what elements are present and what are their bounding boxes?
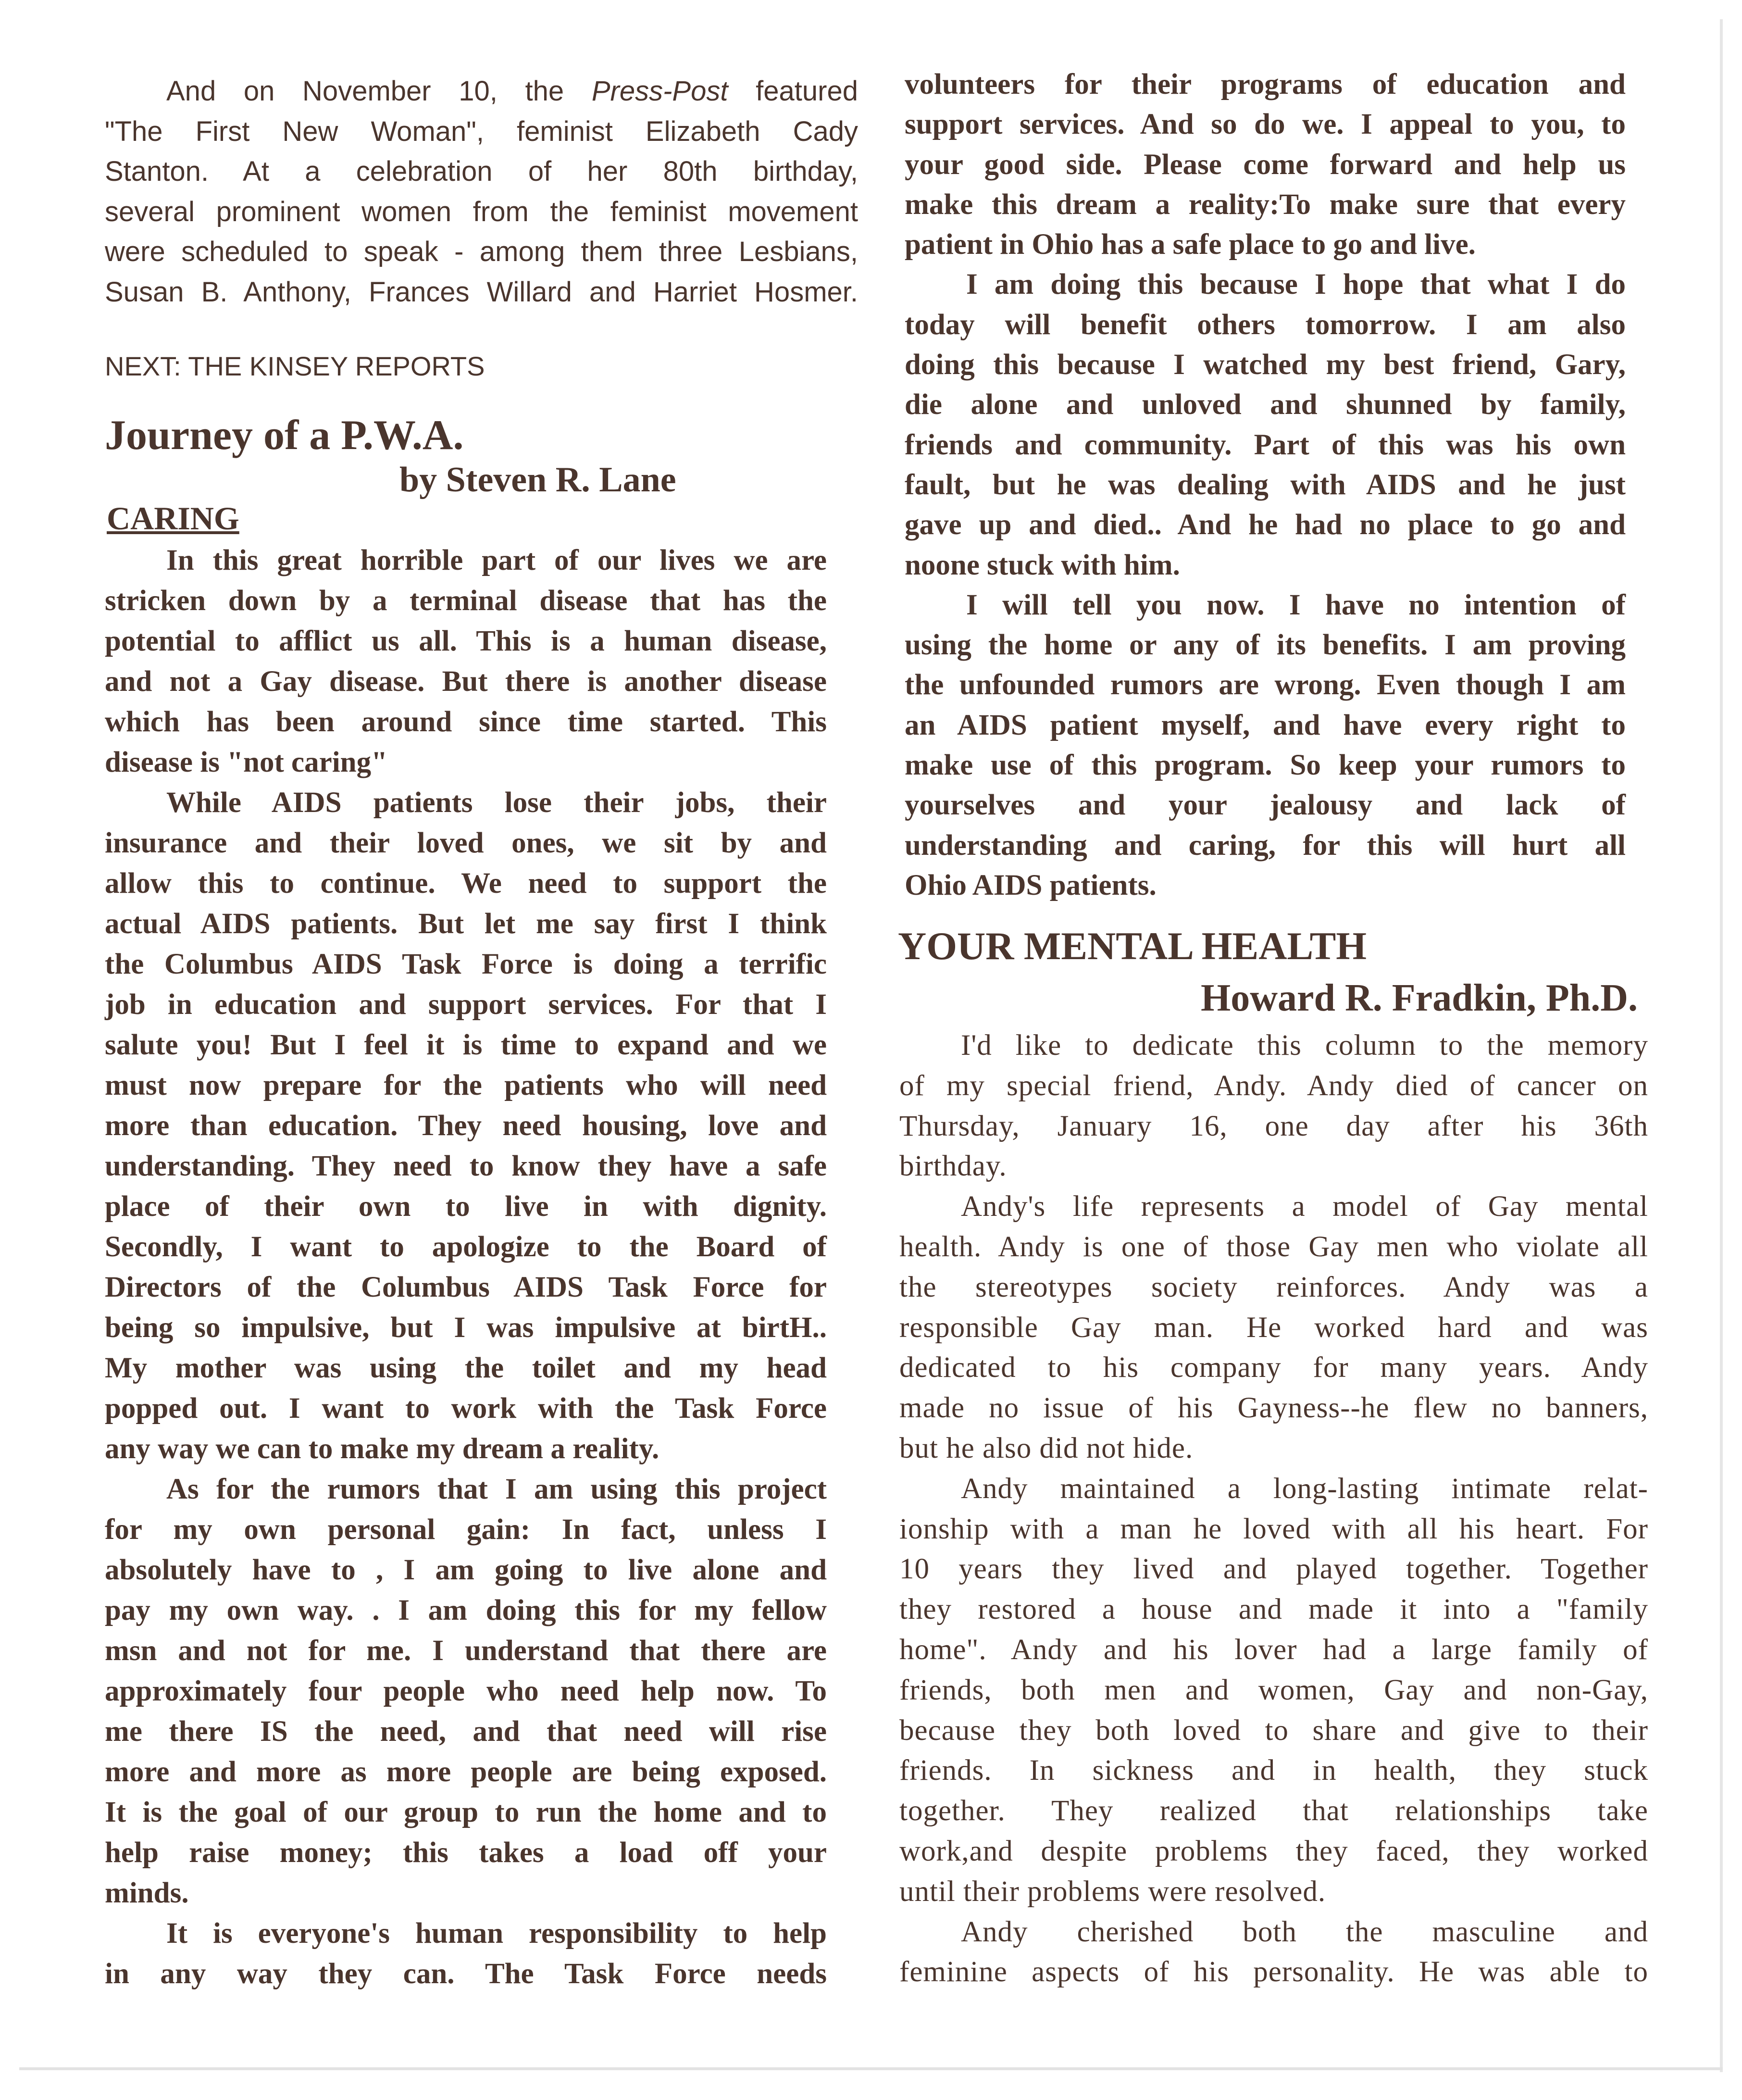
text-line: minds. <box>105 1877 189 1909</box>
text-line: feminine aspects of his personality. He was able to <box>899 1956 1648 1988</box>
section-heading: CARING <box>107 500 239 537</box>
intro-paragraph <box>105 71 858 312</box>
paragraph <box>105 1469 827 1913</box>
paragraph <box>899 1187 1648 1469</box>
text-line: make this dream a reality:To make sure that every <box>905 188 1626 221</box>
text-line: must now prepare for the patients who will need <box>105 1069 827 1101</box>
text-line: Directors of the Columbus AIDS Task Force for <box>105 1271 827 1303</box>
text-line: die alone and unloved and shunned by family, <box>905 388 1626 421</box>
text-line: absolutely have to , I am going to live alone and <box>105 1554 827 1586</box>
text-segment: And on November 10, the <box>166 75 592 107</box>
text-line: several prominent women from the feminist movement <box>105 196 858 227</box>
text-line: any way we can to make my dream a reality. <box>105 1433 659 1465</box>
text-line: made no issue of his Gayness--he flew no banners, <box>899 1392 1648 1425</box>
text-line: today will benefit others tomorrow. I am also <box>905 308 1626 341</box>
text-line: noone stuck with him. <box>905 549 1180 581</box>
text-line: popped out. I want to work with the Task Force <box>105 1392 827 1425</box>
text-line: were scheduled to speak - among them three Lesbians, <box>105 236 858 268</box>
text-line: I am doing this because I hope that what I do <box>966 268 1626 301</box>
text-line: patient in Ohio has a safe place to go and live. <box>905 228 1476 261</box>
column-title: YOUR MENTAL HEALTH <box>898 924 1367 968</box>
text-line: actual AIDS patients. But let me say first I think <box>105 908 827 940</box>
text-line: more than education. They need housing, love and <box>105 1110 827 1142</box>
text-line: friends, both men and women, Gay and non-Gay, <box>899 1674 1648 1706</box>
text-line: potential to afflict us all. This is a human disease, <box>105 625 827 657</box>
text-line: insurance and their loved ones, we sit by and <box>105 827 827 859</box>
paragraph <box>105 1913 827 1994</box>
column-body <box>899 1025 1648 1992</box>
text-line: place of their own to live in with dignity. <box>105 1190 827 1223</box>
text-line: because they both loved to share and give to their <box>899 1714 1648 1747</box>
text-line: yourselves and your jealousy and lack of <box>905 789 1626 822</box>
column-author: Howard R. Fradkin, Ph.D. <box>1201 977 1638 1019</box>
text-line: Susan B. Anthony, Frances Willard and Harriet Hosmer. <box>105 276 858 308</box>
text-line: stricken down by a terminal disease that has the <box>105 585 827 617</box>
text-line: fault, but he was dealing with AIDS and he just <box>905 468 1626 501</box>
paragraph <box>105 783 827 1469</box>
text-line: Andy cherished both the masculine and <box>961 1915 1648 1948</box>
text-line: allow this to continue. We need to support the <box>105 867 827 900</box>
text-line: birthday. <box>899 1150 1007 1183</box>
paragraph <box>105 540 827 783</box>
text-line: ionship with a man he loved with all his heart. For <box>899 1512 1648 1545</box>
text-line: friends. In sickness and in health, they stuck <box>899 1754 1648 1787</box>
text-line: I'd like to dedicate this column to the memory <box>961 1029 1648 1062</box>
text-line: msn and not for me. I understand that there are <box>105 1635 827 1667</box>
paragraph <box>899 1469 1648 1912</box>
text-line: understanding and caring, for this will hurt all <box>905 829 1626 862</box>
text-line: salute you! But I feel it is time to expand and we <box>105 1029 827 1061</box>
text-line: While AIDS patients lose their jobs, their <box>166 787 827 819</box>
text-line: an AIDS patient myself, and have every right to <box>905 709 1626 741</box>
text-line: disease is "not caring" <box>105 746 387 778</box>
text-line: pay my own way. . I am doing this for my fellow <box>105 1594 827 1626</box>
text-line: and not a Gay disease. But there is another disease <box>105 665 827 698</box>
text-line: understanding. They need to know they have a safe <box>105 1150 827 1182</box>
text-line: which has been around since time started. This <box>105 706 827 738</box>
publication-name: Press-Post <box>591 75 728 107</box>
text-line: volunteers for their programs of education and <box>905 68 1626 100</box>
next-teaser: NEXT: THE KINSEY REPORTS <box>105 351 485 381</box>
paragraph <box>899 1025 1648 1187</box>
text-line: responsible Gay man. He worked hard and was <box>899 1311 1648 1344</box>
text-line: 10 years they lived and played together. Together <box>899 1553 1648 1586</box>
article-body-left-column <box>105 540 827 1994</box>
page-edge-bottom <box>19 2067 1723 2070</box>
article-body-continued <box>905 64 1626 905</box>
text-line: using the home or any of its benefits. I am proving <box>905 629 1626 662</box>
article-byline: by Steven R. Lane <box>399 460 676 500</box>
text-line: the unfounded rumors are wrong. Even though I am <box>905 669 1626 701</box>
page-edge-right <box>1720 19 1723 2072</box>
text-line <box>105 71 858 112</box>
text-line: Ohio AIDS patients. <box>905 869 1157 901</box>
text-line: work,and despite problems they faced, they worked <box>899 1835 1648 1867</box>
text-line: I will tell you now. I have no intention of <box>966 588 1626 621</box>
text-line: the Columbus AIDS Task Force is doing a terrific <box>105 948 827 980</box>
text-line: but he also did not hide. <box>899 1432 1194 1464</box>
text-line: the stereotypes society reinforces. Andy was a <box>899 1271 1648 1303</box>
text-line: home". Andy and his lover had a large family of <box>899 1633 1648 1666</box>
text-line: they restored a house and made it into a "family <box>899 1593 1648 1626</box>
text-line: My mother was using the toilet and my head <box>105 1352 827 1384</box>
text-line: for my own personal gain: In fact, unless I <box>105 1513 827 1546</box>
text-line: more and more as more people are being exposed. <box>105 1756 827 1788</box>
text-line: Andy maintained a long-lasting intimate relat- <box>961 1472 1648 1505</box>
text-line: It is the goal of our group to run the home and to <box>105 1796 827 1828</box>
text-line: dedicated to his company for many years. Andy <box>899 1351 1648 1384</box>
text-line: of my special friend, Andy. Andy died of cancer on <box>899 1069 1648 1102</box>
text-line: in any way they can. The Task Force needs <box>105 1958 827 1990</box>
text-line: together. They realized that relationships take <box>899 1795 1648 1827</box>
paragraph <box>899 1912 1648 1993</box>
text-line: health. Andy is one of those Gay men who violate all <box>899 1230 1648 1263</box>
paragraph <box>905 264 1626 585</box>
text-line: Stanton. At a celebration of her 80th birthday, <box>105 156 858 188</box>
text-line: Andy's life represents a model of Gay mental <box>961 1190 1648 1223</box>
text-line: It is everyone's human responsibility to help <box>166 1917 827 1950</box>
text-line: being so impulsive, but I was impulsive at birtH.. <box>105 1312 827 1344</box>
text-line: help raise money; this takes a load off your <box>105 1837 827 1869</box>
text-line: In this great horrible part of our lives we are <box>166 544 827 576</box>
text-line: me there IS the need, and that need will rise <box>105 1715 827 1748</box>
text-line: approximately four people who need help now. To <box>105 1675 827 1707</box>
text-segment: featured <box>728 75 858 107</box>
text-line: gave up and died.. And he had no place to go and <box>905 509 1626 541</box>
text-line: make use of this program. So keep your rumors to <box>905 749 1626 782</box>
text-line: your good side. Please come forward and help us <box>905 148 1626 181</box>
article-title: Journey of a P.W.A. <box>105 412 464 459</box>
text-line: As for the rumors that I am using this project <box>166 1473 827 1505</box>
paragraph <box>905 585 1626 905</box>
text-line: support services. And so do we. I appeal to you, to <box>905 108 1626 141</box>
text-line: job in education and support services. For that I <box>105 988 827 1021</box>
text-line: "The First New Woman", feminist Elizabeth Cady <box>105 115 858 147</box>
text-line: Secondly, I want to apologize to the Board of <box>105 1231 827 1263</box>
text-line: until their problems were resolved. <box>899 1875 1326 1908</box>
text-line: doing this because I watched my best friend, Gary, <box>905 349 1626 381</box>
text-line: friends and community. Part of this was his own <box>905 428 1626 461</box>
paragraph <box>905 64 1626 264</box>
text-line: Thursday, January 16, one day after his 36th <box>899 1110 1648 1142</box>
